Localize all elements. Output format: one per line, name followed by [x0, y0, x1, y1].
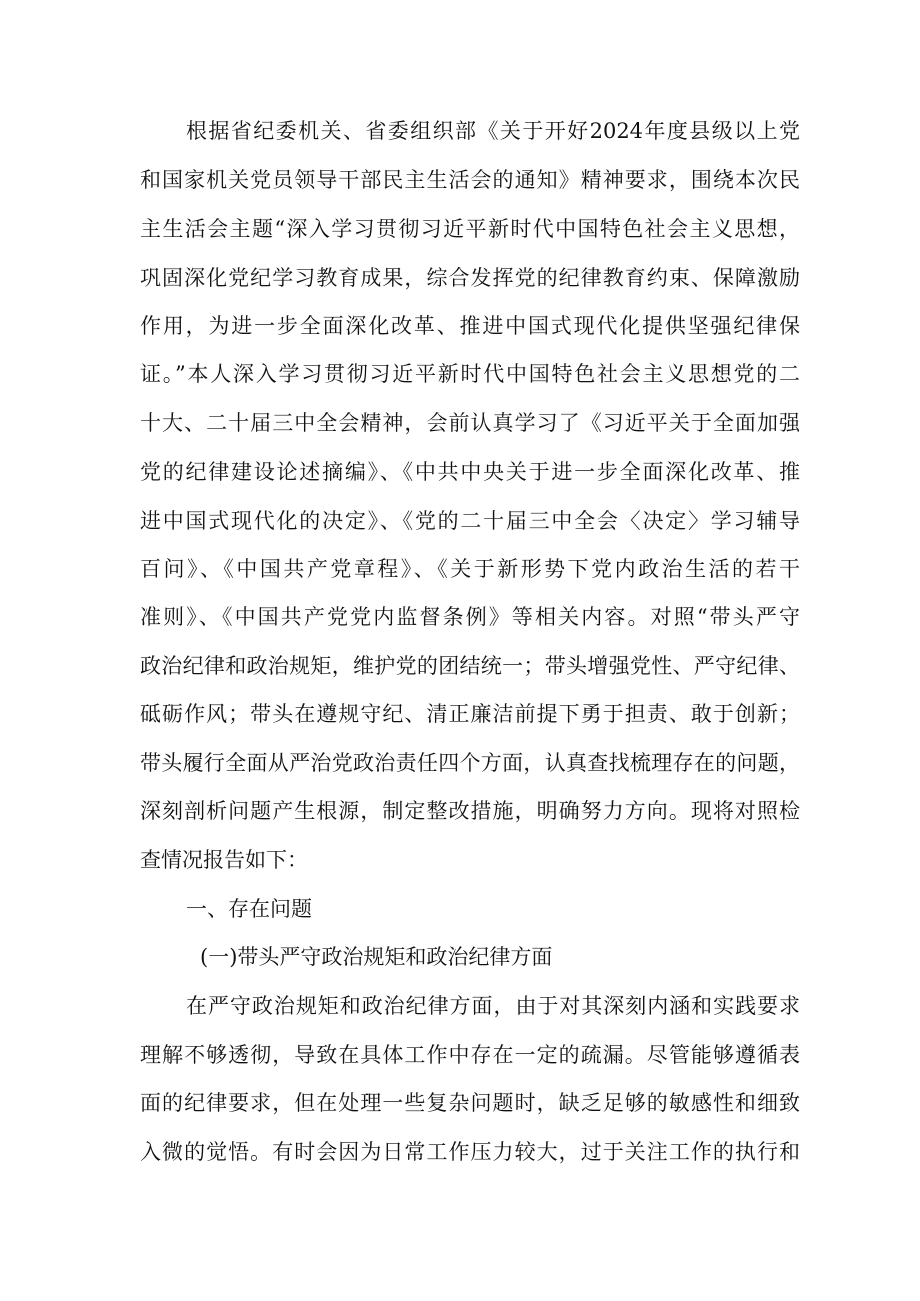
intro-line-11: 准则》、《中国共产党党内监督条例》等相关内容。对照“带头严守 [140, 605, 800, 629]
intro-line-10: 百问》、《中国共产党章程》、《关于新形势下党内政治生活的若干 [140, 557, 800, 581]
intro-line-14: 带头履行全面从严治党政治责任四个方面，认真查找梳理存在的问题， [140, 751, 800, 775]
intro-line-7: 十大、二十届三中全会精神，会前认真学习了《习近平关于全面加强 [140, 411, 800, 435]
intro-line-16: 查情况报告如下： [140, 848, 308, 872]
intro-line-5: 作用，为进一步全面深化改革、推进中国式现代化提供坚强纪律保 [140, 314, 800, 338]
section-heading: 一、存在问题 [186, 897, 312, 921]
intro-line-4: 巩固深化党纪学习教育成果，综合发挥党的纪律教育约束、保障激励 [140, 266, 800, 290]
intro-line-9: 进中国式现代化的决定》、《党的二十届三中全会〈决定〉学习辅导 [140, 509, 800, 533]
intro-line-13: 砥砺作风；带头在遵规守纪、清正廉洁前提下勇于担责、敢于创新； [140, 702, 800, 726]
body-line-3: 面的纪律要求，但在处理一些复杂问题时，缺乏足够的敏感性和细致 [140, 1091, 800, 1115]
intro-line-15: 深刻剖析问题产生根源，制定整改措施，明确努力方向。现将对照检 [140, 799, 800, 823]
body-line-4: 入微的觉悟。有时会因为日常工作压力较大，过于关注工作的执行和 [140, 1140, 800, 1164]
intro-line-2: 和国家机关党员领导干部民主生活会的通知》精神要求，围绕本次民 [140, 168, 800, 192]
intro-line-8: 党的纪律建设论述摘编》、《中共中央关于进一步全面深化改革、推 [140, 460, 800, 484]
subsection-heading: (一)带头严守政治规矩和政治纪律方面 [200, 945, 553, 969]
intro-line-6: 证。”本人深入学习贯彻习近平新时代中国特色社会主义思想党的二 [140, 362, 800, 386]
body-line-2: 理解不够透彻，导致在具体工作中存在一定的疏漏。尽管能够遵循表 [140, 1043, 800, 1067]
intro-line-1: 根据省纪委机关、省委组织部《关于开好2024年度县级以上党 [186, 119, 800, 143]
intro-line-3: 主生活会主题“深入学习贯彻习近平新时代中国特色社会主义思想， [140, 217, 800, 241]
body-line-1: 在严守政治规矩和政治纪律方面，由于对其深刻内涵和实践要求 [186, 994, 800, 1018]
intro-line-12: 政治纪律和政治规矩，维护党的团结统一；带头增强党性、严守纪律、 [140, 654, 800, 678]
